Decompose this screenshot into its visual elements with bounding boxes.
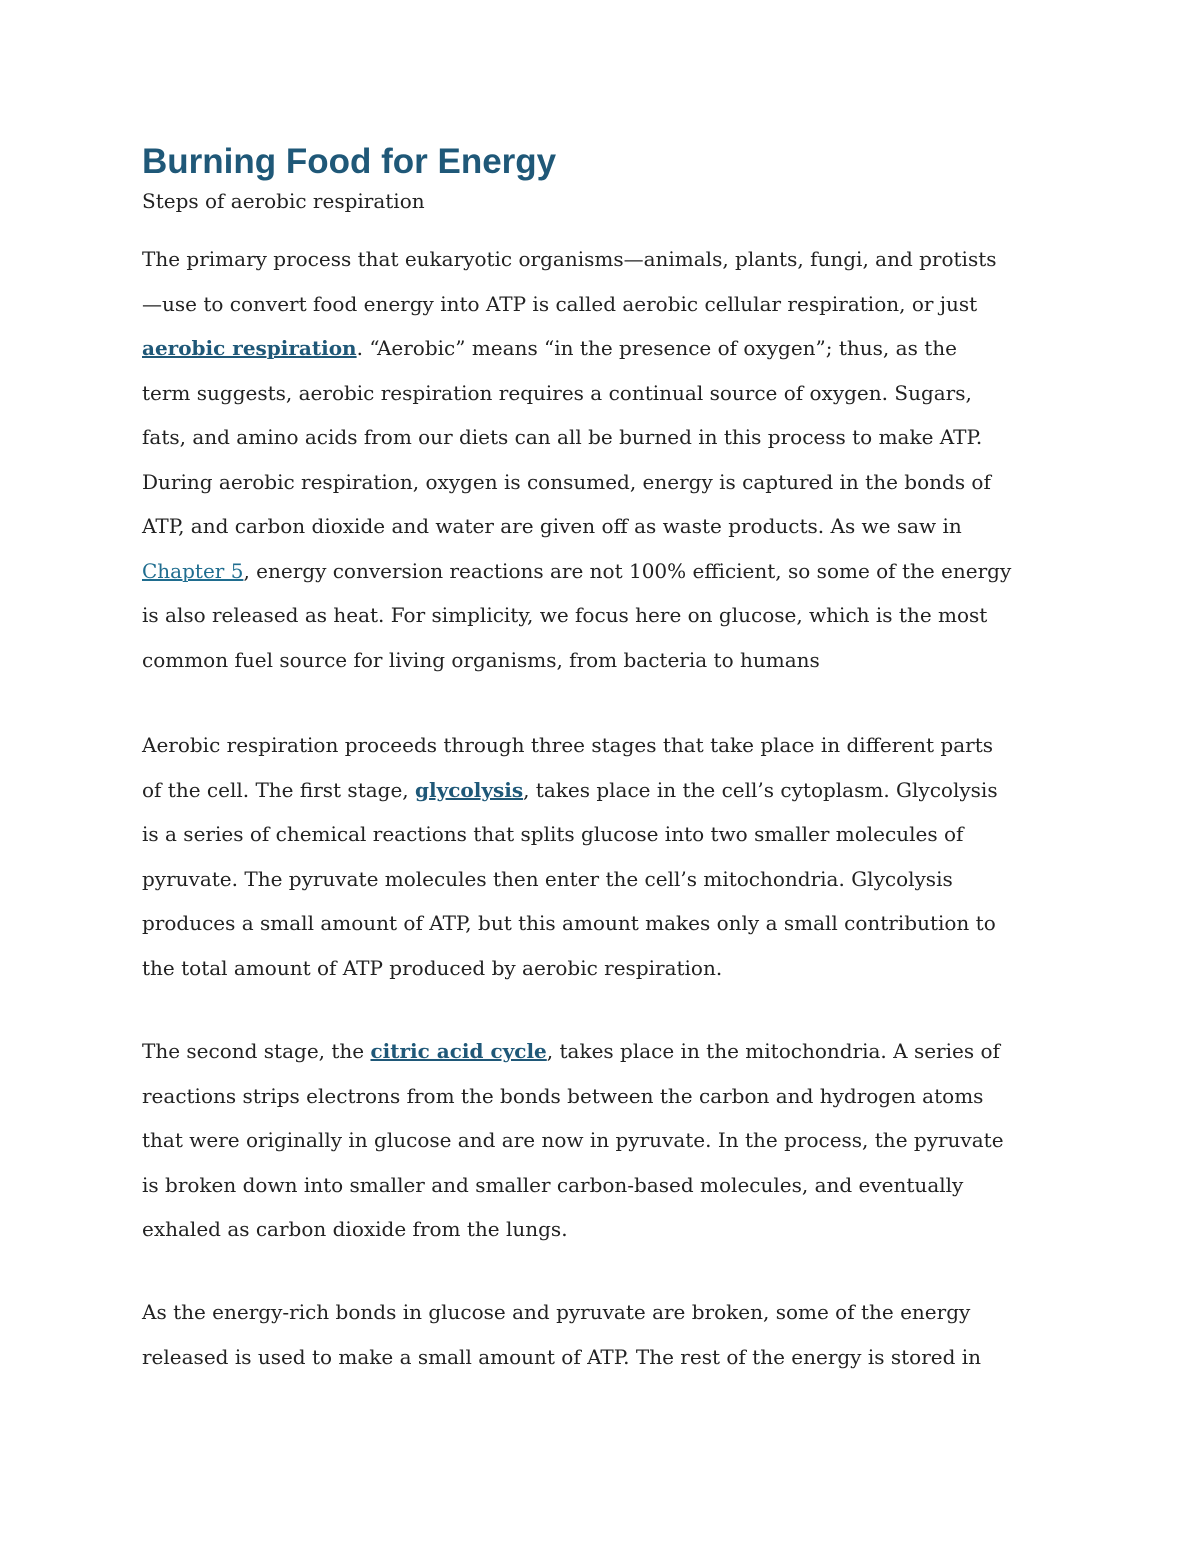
paragraph-three-stages [142,723,998,990]
text-line: ATP, and carbon dioxide and water are given off as waste products. As we saw in [142,514,962,538]
text-line: exhaled as carbon dioxide from the lungs. [142,1217,568,1241]
text-fragment: The second stage, the [142,1039,371,1063]
text-line: is also released as heat. For simplicity, we focus here on glucose, which is the most [142,603,988,627]
page-title: Burning Food for Energy [142,142,557,181]
page-subtitle: Steps of aerobic respiration [142,189,425,213]
text-line: Aerobic respiration proceeds through three stages that take place in different parts [142,733,993,757]
text-line [142,326,1011,371]
text-fragment: . “Aerobic” means “in the presence of oxygen”; thus, as the [356,336,957,360]
text-line: During aerobic respiration, oxygen is consumed, energy is captured in the bonds of [142,469,991,494]
text-fragment: , energy conversion reactions are not 100% efficient, so some of the energy [243,558,1012,583]
text-line: released is used to make a small amount of ATP. The rest of the energy is stored in [142,1344,982,1369]
text-line: is a series of chemical reactions that splits glucose into two smaller molecules of [142,822,964,846]
text-line: the total amount of ATP produced by aerobic respiration. [142,955,723,980]
link-citric-acid-cycle[interactable]: citric acid cycle [370,1039,547,1063]
text-line [142,549,1011,594]
text-line: The primary process that eukaryotic organisms—animals, plants, fungi, and protists [142,247,997,271]
paragraph-energy-bonds [142,1290,981,1379]
text-line: produces a small amount of ATP, but this amount makes only a small contribution to [142,911,996,935]
text-line: —use to convert food energy into ATP is called aerobic cellular respiration, or just [142,291,978,316]
text-fragment: , takes place in the cell’s cytoplasm. Glycolysis [523,777,998,802]
text-line [142,1029,1004,1074]
text-line: that were originally in glucose and are now in pyruvate. In the process, the pyruvate [142,1128,1004,1152]
text-line [142,768,998,813]
text-fragment: , takes place in the mitochondria. A series of [546,1039,1000,1063]
text-line: As the energy-rich bonds in glucose and pyruvate are broken, some of the energy [142,1300,971,1324]
text-line: pyruvate. The pyruvate molecules then enter the cell’s mitochondria. Glycolysis [142,866,953,891]
link-glycolysis[interactable]: glycolysis [415,777,524,802]
text-line: fats, and amino acids from our diets can all be burned in this process to make ATP. [142,425,983,449]
text-fragment: of the cell. The first stage, [142,777,416,802]
paragraph-aerobic-respiration [142,237,1011,682]
link-aerobic-respiration[interactable]: aerobic respiration [142,336,357,360]
text-line: term suggests, aerobic respiration requires a continual source of oxygen. Sugars, [142,380,972,405]
paragraph-citric-acid-cycle [142,1029,1004,1252]
link-chapter-5[interactable]: Chapter 5 [142,558,244,583]
text-line: reactions strips electrons from the bonds between the carbon and hydrogen atoms [142,1083,984,1108]
text-line: common fuel source for living organisms, from bacteria to humans [142,647,820,672]
text-line: is broken down into smaller and smaller carbon-based molecules, and eventually [142,1172,964,1197]
